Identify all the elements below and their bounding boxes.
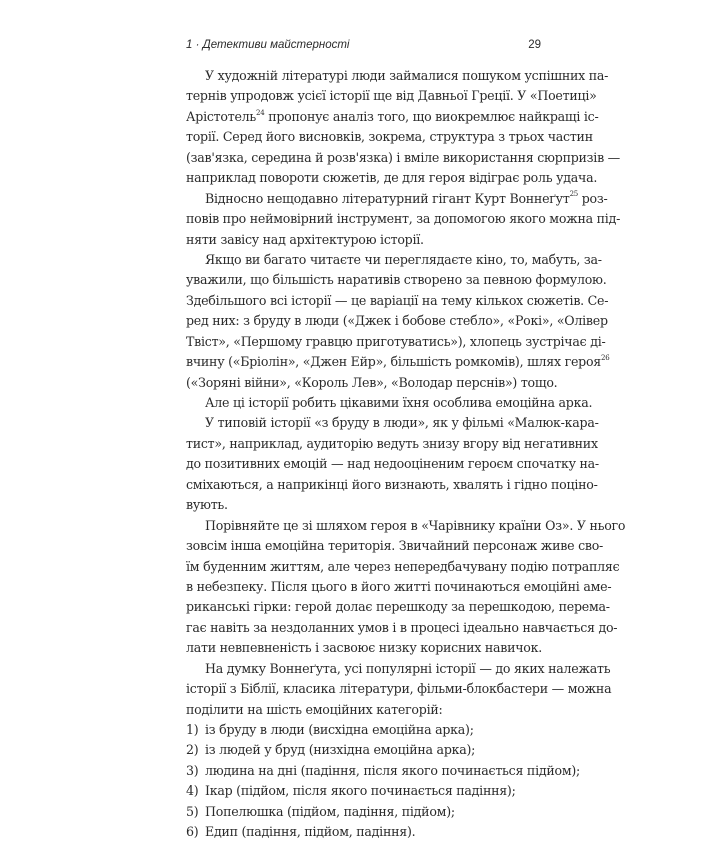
list-number: 6)	[186, 824, 199, 840]
list-item	[186, 781, 541, 801]
text-line: торії. Серед його висновків, зокрема, структура з трьох частин	[186, 129, 593, 145]
text-line: тернів упродовж усієї історії ще від Давньої Греції. У «Поетиці»	[186, 88, 597, 104]
text-line: Але ці історії робить цікавими їхня особлива емоційна арка.	[205, 395, 593, 410]
page-number: 29	[528, 39, 541, 51]
list-item	[186, 740, 541, 760]
text-line: ред них: з бруду в люди («Джек і бобове стебло», «Рокі», «Олівер	[186, 313, 608, 329]
text-line: зовсім інша емоційна територія. Звичайний персонаж живе сво-	[186, 538, 604, 554]
paragraph	[186, 189, 621, 250]
list-number: 1)	[186, 722, 199, 737]
list-text: Ікар (підйом, після якого починається падіння);	[205, 783, 516, 799]
list-text: людина на дні (падіння, після якого починається підйом);	[205, 762, 581, 778]
text-line: На думку Воннеґута, усі популярні історії — до яких належать	[205, 660, 611, 676]
footnote-marker[interactable]: 26	[601, 353, 610, 362]
running-head	[186, 39, 541, 55]
text-line: Якщо ви багато читаєте чи переглядаєте кіно, то, мабуть, за-	[205, 251, 602, 267]
text-line: няти завісу над архітектурою історії.	[186, 231, 424, 247]
numbered-list	[186, 720, 581, 843]
text-line: історії з Біблії, класика літератури, фільми-блокбастери — можна	[186, 681, 612, 697]
text-line: риканські гірки: герой долає перешкоду за перешкодою, перема-	[186, 599, 610, 615]
list-item	[186, 822, 541, 842]
list-item	[186, 761, 581, 781]
text-line: (зав'язка, середина й розв'язка) і вміле використання сюрпризів —	[186, 149, 621, 165]
text-line: У художній літературі люди займалися пошуком успішних па-	[205, 68, 609, 83]
list-number: 4)	[186, 783, 199, 799]
paragraph	[186, 393, 593, 413]
text-line: Здебільшого всі історії — це варіації на тему кількох сюжетів. Се-	[186, 292, 609, 308]
text-line: гає навіть за нездоланних умов і в процесі ідеально навчається до-	[186, 619, 618, 635]
list-number: 5)	[186, 803, 199, 819]
list-item	[186, 720, 541, 740]
text-line: Арістотель$^{24}$ пропонує аналіз того, що виокремлює найкращі іс-	[186, 108, 599, 124]
text-line: вують.	[186, 497, 228, 513]
list-number: 3)	[186, 762, 199, 778]
chapter-title: 1 · Детективи майстерності	[186, 39, 350, 51]
footnote-marker[interactable]: 24	[256, 108, 265, 117]
text-line: їм буденним життям, але через непередбачувану подію потрапляє	[186, 558, 620, 574]
text-line: сміхаються, а наприкінці його визнають, хвалять і гідно поціно-	[186, 476, 598, 492]
text-line: наприклад повороти сюжетів, де для героя відіграє роль удача.	[186, 170, 598, 186]
text-line: тист», наприклад, аудиторію ведуть знизу вгору від негативних	[186, 435, 598, 451]
paragraph	[186, 659, 612, 720]
text-line: Відносно нещодавно літературний гігант Курт Воннеґут$^{25}$ роз-	[205, 190, 608, 206]
text-line: («Зоряні війни», «Король Лев», «Володар перснів») тощо.	[186, 374, 558, 390]
body-text	[186, 66, 626, 843]
text-line: Порівняйте це зі шляхом героя в «Чарівнику країни Оз». У нього	[205, 517, 626, 533]
list-text: Едип (падіння, підйом, падіння).	[205, 824, 416, 840]
text-line: вчину («Бріолін», «Джен Ейр», більшість ромкомів), шлях героя$^{26}$	[186, 353, 610, 370]
paragraph	[186, 66, 621, 189]
text-line: У типовій історії «з бруду в люди», як у фільмі «Малюк-кара-	[205, 415, 599, 431]
text-line: Твіст», «Першому гравцю приготуватись»), хлопець зустрічає ді-	[186, 333, 606, 349]
text-line: в небезпеку. Після цього в його житті починаються емоційні аме-	[186, 578, 612, 594]
text-line: поділити на шість емоційних категорій:	[186, 701, 443, 717]
paragraph	[186, 516, 626, 659]
text-line: повів про неймовірний інструмент, за допомогою якого можна під-	[186, 211, 621, 227]
paragraph	[186, 413, 599, 515]
list-text: Попелюшка (підйом, падіння, підйом);	[205, 803, 455, 819]
list-text: із бруду в люди (висхідна емоційна арка);	[205, 722, 474, 737]
text-line: лати невпевненість і засвоює низку корисних навичок.	[186, 640, 543, 656]
list-number: 2)	[186, 742, 199, 758]
list-item	[186, 802, 541, 822]
paragraph	[186, 250, 610, 393]
text-line: уважили, що більшість наративів створено за певною формулою.	[186, 272, 607, 288]
text-line: до позитивних емоцій — над недооціненим героєм спочатку на-	[186, 456, 599, 472]
list-text: із людей у бруд (низхідна емоційна арка);	[205, 742, 476, 758]
footnote-marker[interactable]: 25	[569, 190, 578, 199]
